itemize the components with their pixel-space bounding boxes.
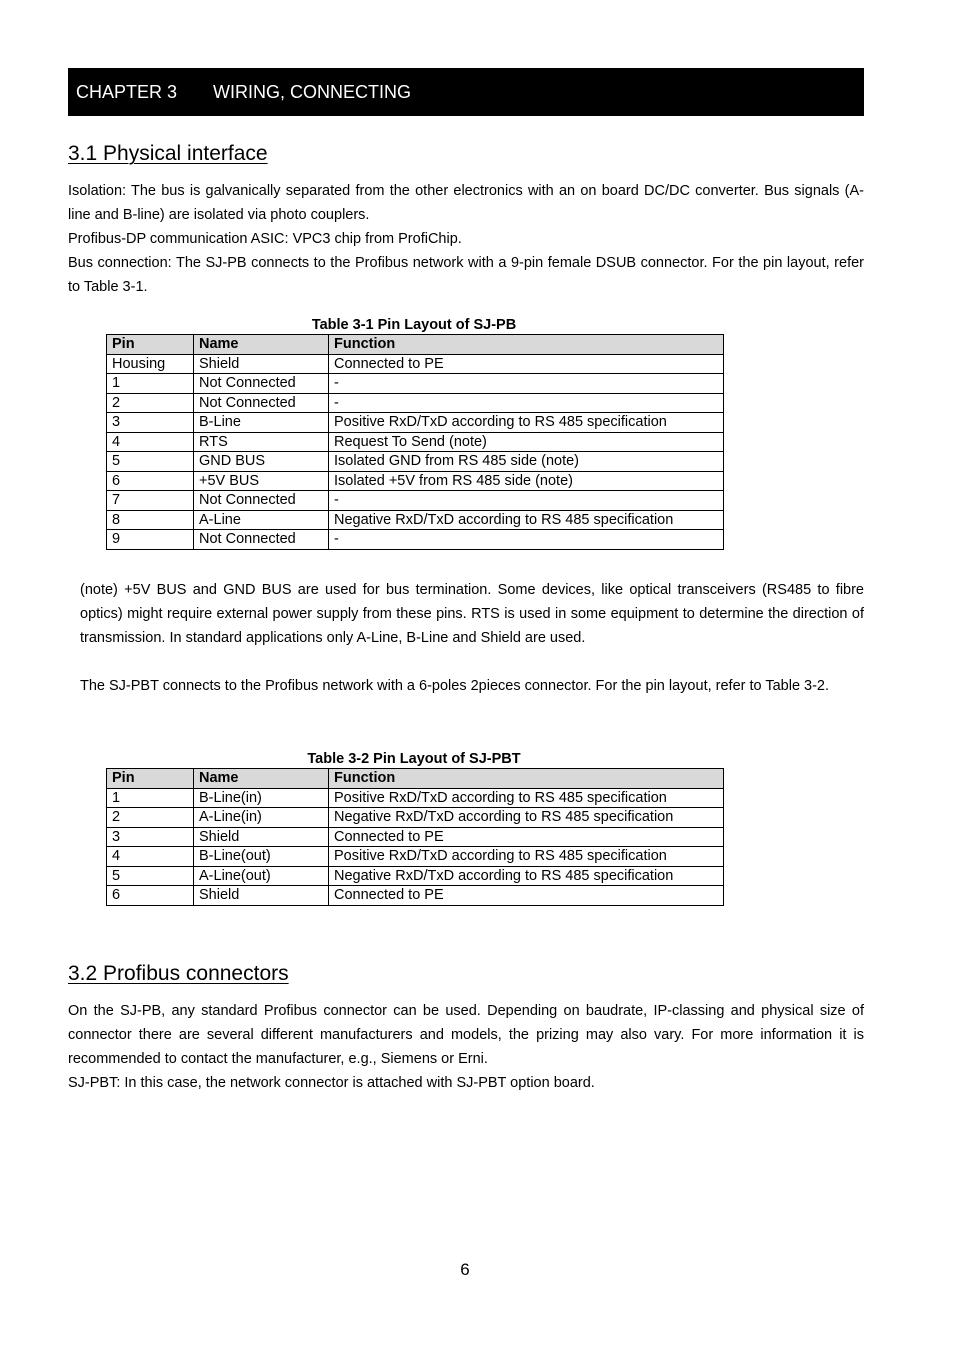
table-row xyxy=(107,452,724,472)
section1-body xyxy=(68,179,864,299)
page-number: 6 xyxy=(460,1260,470,1279)
cell-name: A-Line(in) xyxy=(194,808,329,828)
cell-pin: 5 xyxy=(107,866,194,886)
cell-pin: 7 xyxy=(107,491,194,511)
cell-name: Not Connected xyxy=(194,374,329,394)
cell-name: Not Connected xyxy=(194,491,329,511)
table-row xyxy=(107,432,724,452)
section-heading-profibus-connectors: 3.2 Profibus connectors xyxy=(68,962,289,985)
table-row xyxy=(107,374,724,394)
cell-function: - xyxy=(329,530,724,550)
cell-function: Isolated GND from RS 485 side (note) xyxy=(329,452,724,472)
table-header-row xyxy=(107,335,724,355)
cell-name: A-Line(out) xyxy=(194,866,329,886)
cell-name: GND BUS xyxy=(194,452,329,472)
header-function: Function xyxy=(329,769,724,789)
table-pin-layout-sj-pbt xyxy=(106,768,724,906)
chapter-number: CHAPTER 3 xyxy=(76,82,178,102)
cell-function: Negative RxD/TxD according to RS 485 specification xyxy=(329,808,724,828)
cell-name: B-Line(in) xyxy=(194,788,329,808)
cell-name: A-Line xyxy=(194,510,329,530)
paragraph-asic: Profibus-DP communication ASIC: VPC3 chip from ProfiChip. xyxy=(68,231,462,247)
table-row xyxy=(107,866,724,886)
paragraph-sj-pbt-connector: SJ-PBT: In this case, the network connector is attached with SJ-PBT option board. xyxy=(68,1075,595,1091)
cell-function: - xyxy=(329,393,724,413)
cell-name: Shield xyxy=(194,354,329,374)
paragraph-standard-connector: On the SJ-PB, any standard Profibus connector can be used. Depending on baudrate, IP-classing and physical size of connector there are several different manufacturers and models, the prizing may also vary. For more information it is recommended to contact the manufacturer, e.g., Siemens or Erni. xyxy=(68,1003,864,1067)
cell-name: Shield xyxy=(194,827,329,847)
table-row xyxy=(107,808,724,828)
paragraph-bus-connection: Bus connection: The SJ-PB connects to the Profibus network with a 9-pin female DSUB connector. For the pin layout, refer to Table 3-1. xyxy=(68,255,864,295)
table-row xyxy=(107,847,724,867)
cell-pin: 4 xyxy=(107,432,194,452)
table-row xyxy=(107,827,724,847)
section-heading-physical-interface: 3.1 Physical interface xyxy=(68,142,268,165)
pbt-intro-text: The SJ-PBT connects to the Profibus network with a 6-poles 2pieces connector. For the pin layout, refer to Table 3-2. xyxy=(80,678,830,694)
table-row xyxy=(107,510,724,530)
table-row xyxy=(107,471,724,491)
table-row xyxy=(107,413,724,433)
section2-body xyxy=(68,999,864,1095)
cell-pin: 3 xyxy=(107,413,194,433)
table-pin-layout-sj-pb xyxy=(106,334,724,550)
header-pin: Pin xyxy=(107,769,194,789)
table-row xyxy=(107,530,724,550)
cell-name: Not Connected xyxy=(194,393,329,413)
cell-function: Negative RxD/TxD according to RS 485 specification xyxy=(329,510,724,530)
cell-function: Negative RxD/TxD according to RS 485 specification xyxy=(329,866,724,886)
cell-function: Connected to PE xyxy=(329,827,724,847)
cell-function: Connected to PE xyxy=(329,886,724,906)
cell-name: B-Line(out) xyxy=(194,847,329,867)
chapter-header xyxy=(68,68,864,116)
table1-caption: Table 3-1 Pin Layout of SJ-PB xyxy=(311,317,517,333)
cell-pin: 4 xyxy=(107,847,194,867)
table-row xyxy=(107,491,724,511)
table-row xyxy=(107,886,724,906)
table2-caption: Table 3-2 Pin Layout of SJ-PBT xyxy=(307,751,521,767)
cell-name: Not Connected xyxy=(194,530,329,550)
cell-pin: 1 xyxy=(107,788,194,808)
cell-pin: 9 xyxy=(107,530,194,550)
cell-function: Positive RxD/TxD according to RS 485 specification xyxy=(329,847,724,867)
cell-pin: 6 xyxy=(107,471,194,491)
cell-pin: Housing xyxy=(107,354,194,374)
cell-function: - xyxy=(329,374,724,394)
table-header-row xyxy=(107,769,724,789)
header-function: Function xyxy=(329,335,724,355)
header-name: Name xyxy=(194,769,329,789)
note-text: (note) +5V BUS and GND BUS are used for bus termination. Some devices, like optical transceivers (RS485 to fibre optics) might require external power supply from these pins. RTS is used in some equipment to determine the direction of transmission. In standard applications only A-Line, B-Line and Shield are used. xyxy=(80,582,864,646)
cell-function: Isolated +5V from RS 485 side (note) xyxy=(329,471,724,491)
pbt-intro-paragraph xyxy=(80,674,864,698)
cell-function: Connected to PE xyxy=(329,354,724,374)
cell-name: B-Line xyxy=(194,413,329,433)
cell-pin: 2 xyxy=(107,808,194,828)
cell-function: - xyxy=(329,491,724,511)
cell-function: Positive RxD/TxD according to RS 485 specification xyxy=(329,788,724,808)
cell-pin: 3 xyxy=(107,827,194,847)
chapter-title: WIRING, CONNECTING xyxy=(213,82,411,102)
cell-pin: 5 xyxy=(107,452,194,472)
cell-pin: 8 xyxy=(107,510,194,530)
table-row xyxy=(107,788,724,808)
note-paragraph xyxy=(80,578,864,650)
cell-pin: 1 xyxy=(107,374,194,394)
cell-function: Positive RxD/TxD according to RS 485 specification xyxy=(329,413,724,433)
cell-name: Shield xyxy=(194,886,329,906)
paragraph-isolation: Isolation: The bus is galvanically separated from the other electronics with an on board DC/DC converter. Bus signals (A-line and B-line) are isolated via photo couplers. xyxy=(68,183,864,223)
cell-name: +5V BUS xyxy=(194,471,329,491)
cell-function: Request To Send (note) xyxy=(329,432,724,452)
table-row xyxy=(107,393,724,413)
cell-name: RTS xyxy=(194,432,329,452)
table-row xyxy=(107,354,724,374)
header-name: Name xyxy=(194,335,329,355)
cell-pin: 6 xyxy=(107,886,194,906)
header-pin: Pin xyxy=(107,335,194,355)
cell-pin: 2 xyxy=(107,393,194,413)
